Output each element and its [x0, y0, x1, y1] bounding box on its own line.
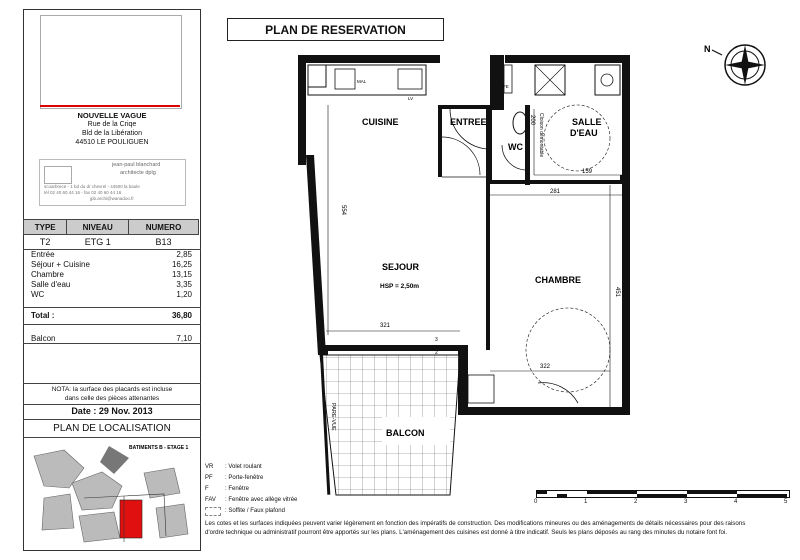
architect-email: jpb.archi@wanadoo.fr — [90, 196, 134, 201]
lv-label: LV — [408, 96, 414, 101]
room-area-sejour: 16,25 — [171, 260, 192, 269]
location-map — [24, 438, 199, 549]
dim-3: 3 — [435, 337, 438, 343]
room-label-sejour: SEJOUR — [382, 262, 420, 272]
note-line-2: dans celle des pièces attenantes — [64, 395, 160, 402]
architect-phone: tél 02 40 60 44 16 - fax 02 40 60 44 16 — [44, 190, 122, 195]
room-label-chambre: CHAMBRE — [535, 275, 581, 285]
room-name-wc: WC — [31, 290, 45, 299]
legend-code-vr: VR — [205, 464, 214, 470]
room-area-salle-eau: 3,35 — [176, 280, 192, 289]
disclaimer-line-1: Les cotes et les surfaces indiquées peuvent varier légèrement en fonction des impératifs de construction. Des modifications mineures ou des aménagements de détails nécessaires pour des raisons — [205, 520, 746, 527]
toilet-icon — [513, 112, 527, 134]
scale-seg — [587, 491, 637, 494]
soffite-swatch-icon — [205, 507, 221, 516]
balcony-divider — [23, 324, 201, 325]
legend-code-f: F — [205, 486, 209, 492]
room-label-cuisine: CUISINE — [362, 117, 399, 127]
dim-554: 554 — [340, 205, 346, 216]
scale-seg — [537, 491, 547, 494]
location-caption: BATIMENTS B - ETAGE 1 — [129, 445, 189, 451]
value-niveau: ETG 1 — [84, 236, 111, 247]
scale-tick-4: 4 — [734, 499, 738, 505]
entry-door-icon[interactable] — [450, 109, 490, 149]
fe-label: FE — [503, 84, 509, 89]
floor-plan — [290, 45, 650, 515]
dim-2: 2 — [435, 350, 438, 356]
project-address-2: Bld de la Libération — [82, 130, 142, 137]
scale-tick-3: 3 — [684, 499, 688, 505]
entry-inner-door-icon[interactable] — [442, 137, 480, 175]
total-divider — [23, 307, 201, 308]
architect-name: jean-paul blanchard — [112, 162, 161, 168]
date-divider — [23, 404, 201, 405]
washbasin-icon — [595, 65, 620, 95]
title-box — [227, 18, 444, 41]
surface-table — [23, 219, 199, 249]
room-label-wc: WC — [508, 142, 523, 152]
header-niveau: NIVEAU — [67, 220, 129, 235]
dim-451: 451 — [614, 287, 620, 298]
room-area-chambre: 13,15 — [171, 270, 192, 279]
project-logo-area — [40, 15, 182, 109]
cloison-label: Cloison démontable — [538, 113, 544, 158]
scale-tick-1: 1 — [584, 499, 588, 505]
project-address-1: Rue de la Criqe — [87, 121, 137, 128]
scale-bar — [536, 490, 790, 498]
room-label-salle: SALLE — [572, 117, 602, 127]
disclaimer — [205, 520, 775, 538]
room-name-salle-eau: Salle d'eau — [31, 280, 71, 289]
room-name-sejour: Séjour + Cuisine — [31, 260, 90, 269]
legend-text-f: : Fenêtre — [225, 486, 250, 492]
building-b-roof — [100, 446, 129, 474]
dim-321: 321 — [380, 323, 391, 329]
room-label-deau: D'EAU — [570, 128, 598, 138]
disclaimer-line-2: d'ordre technique ou administratif pourront être apportés sur les plans. L'aménagement des cuisines est donné à titre indicatif. Seuls les plans déposés au rang des minutes du notaire font foi. — [205, 528, 728, 536]
sink-icon — [335, 69, 355, 89]
bedroom-closet-icon — [468, 375, 494, 403]
scale-seg — [637, 494, 687, 497]
legend-text-soffite: : Soffite / Faux plafond — [225, 508, 285, 514]
location-divider — [23, 419, 201, 420]
project-name: NOUVELLE VAGUE — [77, 111, 147, 120]
plan-title: PLAN DE RESERVATION — [265, 23, 406, 37]
kitchen-cupboard-icon — [308, 65, 326, 87]
pare-vue-label: PARE-VUE — [330, 403, 336, 431]
balcony-label: Balcon — [31, 334, 56, 343]
room-area-entree: 2,85 — [176, 250, 192, 259]
legend-text-fav: : Fenêtre avec allège vitrée — [225, 497, 298, 503]
room-label-entree: ENTREE — [450, 117, 487, 127]
dim-281: 281 — [550, 189, 561, 195]
note-divider — [23, 383, 201, 384]
logo-divider — [40, 105, 180, 107]
turning-circle-bathroom — [544, 105, 610, 171]
room-name-chambre: Chambre — [31, 270, 64, 279]
washbasin-bowl-icon — [601, 74, 613, 86]
ceiling-height: HSP = 2,50m — [380, 283, 420, 290]
dim-200: 200 — [529, 115, 535, 126]
dim-322: 322 — [540, 364, 551, 370]
architect-stamp — [39, 159, 186, 206]
total-label: Total : — [31, 311, 55, 320]
interior-walls — [438, 105, 626, 350]
architect-address: scoarbrece - 1 bd du dr chevrel - 44500 la baule — [44, 184, 140, 189]
note-top-divider — [23, 343, 201, 344]
compass — [700, 30, 770, 100]
header-numero: NUMERO — [129, 220, 199, 235]
mal-label: MAL — [357, 79, 367, 84]
location-title: PLAN DE LOCALISATION — [53, 423, 171, 434]
compass-label: N — [704, 44, 711, 54]
compass-arrow-icon — [712, 50, 722, 55]
apartment-location-highlight — [120, 500, 142, 538]
bedroom-door-icon[interactable] — [538, 383, 578, 403]
turning-circle-bedroom — [526, 308, 610, 392]
scale-tick-2: 2 — [634, 499, 638, 505]
architect-logo-icon — [44, 166, 72, 184]
legend-code-pf: PF — [205, 475, 213, 481]
scale-seg — [737, 494, 787, 497]
total-area: 36,80 — [171, 311, 192, 320]
architect-title: architecte dplg — [120, 170, 156, 176]
room-name-entree: Entrée — [31, 250, 55, 259]
project-city: 44510 LE POULIGUEN — [75, 139, 149, 146]
plan-date: Date : 29 Nov. 2013 — [71, 406, 153, 416]
scale-seg — [687, 491, 737, 494]
value-type: T2 — [39, 236, 51, 247]
value-numero: B13 — [155, 236, 172, 247]
scale-tick-0: 0 — [534, 499, 538, 505]
legend-text-pf: : Porte-fenêtre — [225, 475, 264, 481]
balcony-area: 7,10 — [176, 334, 192, 343]
dim-159: 159 — [582, 169, 593, 175]
cooktop-icon — [398, 69, 422, 89]
scale-tick-5: 5 — [784, 499, 788, 505]
note-line-1: NOTA: la surface des placards est incluse — [51, 386, 173, 393]
legend-code-fav: FAV — [205, 497, 216, 503]
legend-text-vr: : Volet roulant — [225, 464, 262, 470]
header-type: TYPE — [24, 220, 67, 235]
room-area-wc: 1,20 — [176, 290, 192, 299]
scale-seg — [557, 494, 567, 497]
room-label-balcon: BALCON — [386, 428, 425, 438]
